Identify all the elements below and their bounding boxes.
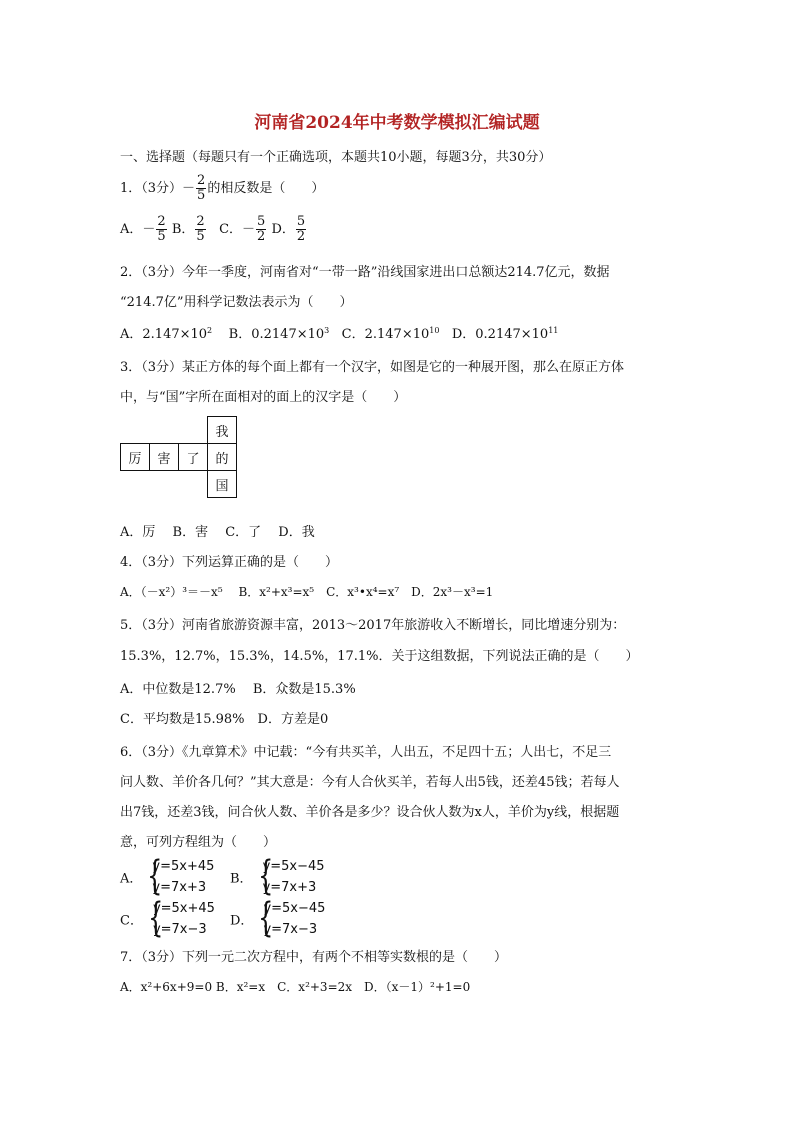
q2-option-a: A．$2.147\times 10^2$ xyxy=(120,326,213,342)
net-cell-2: 害 xyxy=(150,444,179,471)
q2-option-c: C．$2.147\times 10^{10}$ xyxy=(341,326,440,342)
q4-line-1: 4．（3分）下列运算正确的是（ ） xyxy=(120,555,339,570)
q5-line-1: 5．（3分）河南省旅游资源丰富，2013～2017年旅游收入不断增长，同比增速分别为： xyxy=(120,618,626,633)
net-cell-bottom: 国 xyxy=(208,471,237,498)
q6-option-c: C． { y=5x+45 y=7x−3 xyxy=(120,895,215,941)
q1-options xyxy=(120,215,307,244)
section-heading: 一、选择题（每题只有一个正确选项，本题共10小题，每题3分，共30分） xyxy=(120,150,552,165)
net-cell-1: 厉 xyxy=(121,444,150,471)
q7-line-1: 7．（3分）下列一元二次方程中，有两个不相等实数根的是（ ） xyxy=(120,950,508,965)
cube-net-figure xyxy=(120,416,237,498)
q7-options: A．x²+6x+9=0 B．x²=x C．x²+3=2x D．（x－1）²+1=0 xyxy=(120,980,471,994)
q6-option-a: A． { y=5x+45 y=7x+3 xyxy=(120,853,215,899)
q6-line-3: 出7钱，还差3钱，问合伙人数、羊价各是多少？设合伙人数为x人，羊价为y线，根据题 xyxy=(120,805,620,820)
net-cell-3: 了 xyxy=(179,444,208,471)
q6-line-1: 6．（3分）《九章算术》中记载：“今有共买羊，人出五，不足四十五；人出七，不足三 xyxy=(120,745,612,760)
q6-line-4: 意，可列方程组为（ ） xyxy=(120,835,277,850)
q6-line-2: 问人数、羊价各几何？”其大意是：今有人合伙买羊，若每人出5钱，还差45钱；若每人 xyxy=(120,775,620,790)
q3-options: A．厉 B．害 C．了 D．我 xyxy=(120,525,315,540)
q1-option-c: C．－ $\frac{5}{2}$ xyxy=(219,214,266,244)
q1-fraction: $\frac{2}{5}$ xyxy=(197,173,206,203)
net-cell-4: 的 xyxy=(208,444,237,471)
q5-options-cd: C．平均数是15.98% D．方差是0 xyxy=(120,712,329,727)
q2-line-2: “214.7亿”用科学记数法表示为（ ） xyxy=(120,295,353,310)
q2-line-1: 2．（3分）今年一季度，河南省对“一带一路”沿线国家进出口总额达214.7亿元，数据 xyxy=(120,265,610,280)
q2-options xyxy=(120,323,558,342)
q5-line-2: 15.3%，12.7%，15.3%，14.5%，17.1%．关于这组数据，下列说法正确的是（ ） xyxy=(120,649,639,664)
q4-options: A．（－x²）³＝－x⁵ B．x²+x³=x⁵ C．x³•x⁴=x⁷ D．2x³－x³=1 xyxy=(120,585,494,599)
q2-option-b: B．$0.2147\times 10^3$ xyxy=(228,326,330,342)
q6-option-b: B． { y=5x−45 y=7x+3 xyxy=(230,853,325,899)
page-title: 河南省2024年中考数学模拟汇编试题 xyxy=(254,113,540,133)
q5-options-ab: A．中位数是12.7% B．众数是15.3% xyxy=(120,682,356,697)
q6-option-d: D． { y=5x−45 y=7x−3 xyxy=(230,895,326,941)
q1-option-d: D． $\frac{5}{2}$ xyxy=(271,214,306,244)
q3-line-1: 3．（3分）某正方体的每个面上都有一个汉字，如图是它的一种展开图，那么在原正方体 xyxy=(120,360,625,375)
q3-line-2: 中，与“国”字所在面相对的面上的汉字是（ ） xyxy=(120,390,407,405)
q1-prefix: 1．（3分）－ xyxy=(120,181,196,196)
q2-option-d: D．$0.2147\times 10^{11}$ xyxy=(451,326,559,342)
question-1 xyxy=(120,174,324,203)
q1-option-b: B． $\frac{2}{5}$ xyxy=(171,214,205,244)
q1-suffix: 的相反数是（ ） xyxy=(207,181,325,196)
q1-option-a: A．－ $\frac{2}{5}$ xyxy=(120,214,166,244)
net-cell-top: 我 xyxy=(208,417,237,444)
